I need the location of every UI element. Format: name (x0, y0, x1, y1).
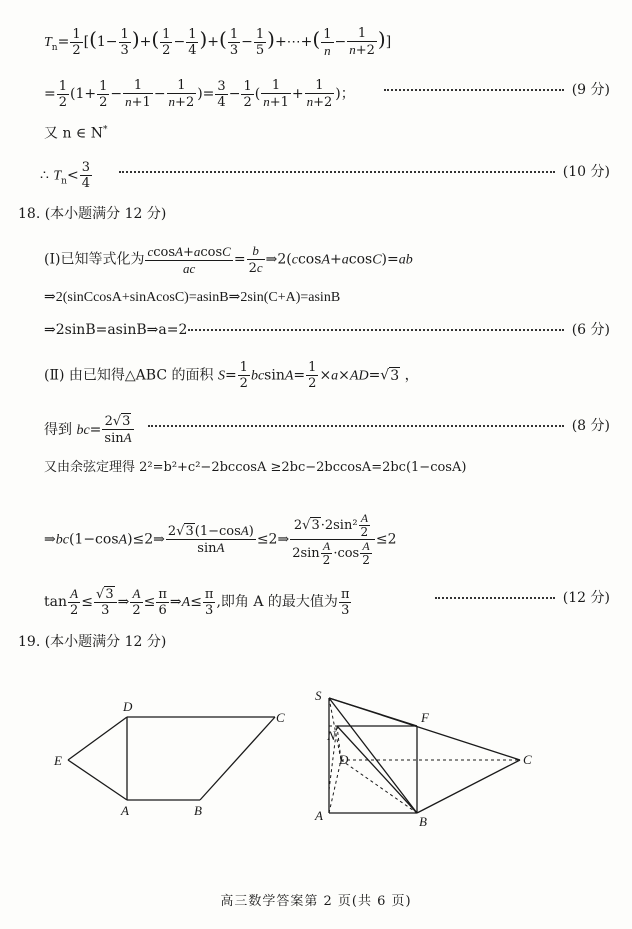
dash-ad (329, 760, 341, 813)
dash-db (341, 760, 417, 813)
figure-2-solid (305, 680, 550, 830)
edge-nb (337, 726, 417, 813)
points-12: (12 分) (429, 588, 610, 608)
max-text: ,即角 A 的最大值为 (216, 594, 338, 610)
t-subscript: n (51, 42, 58, 53)
edge-ea (68, 760, 127, 800)
points-10: (10 分) (113, 162, 610, 182)
edge-bc (417, 760, 520, 813)
fig2-label-a: A (315, 808, 323, 823)
points-9: (9 分) (378, 80, 610, 100)
q18-line2: ⇒2(sinCcosA+sinAcosC)=asinB⇒2sin(C+A)=asinB (44, 290, 341, 305)
edge-bc (200, 717, 275, 800)
q18-part1-line1: (Ⅰ)已知等式化为 $\frac{ccosA+acosC}{ac}$ = $\frac{b}{2c}$ ⇒2(ccosA+acosC)=ab (44, 243, 413, 276)
figure-1-plane (50, 695, 300, 825)
q18-get-bc: 得到 bc= $\frac{2√3}{\sin A}$ (44, 414, 132, 446)
q19-heading: 19. (本小题满分 12 分) (18, 634, 167, 650)
fig2-label-s: S (315, 688, 322, 703)
fig2-label-f: F (421, 710, 429, 725)
q17-n-domain (44, 120, 107, 144)
part1-label: (Ⅰ)已知等式化为 (44, 251, 145, 268)
n-domain-sup: * (102, 125, 108, 135)
page-footer: 高三数学答案第 2 页(共 6 页) (220, 894, 412, 909)
q18-tan-line: tan $\frac{A}{2}$ ≤ $\frac{√3}{3}$ ⇒ $\frac{A}{2}$ ≤ $\frac{\pi}{6}$ ⇒A≤ $\frac{\pi}{3}$ ,即角 A 的最大值为 $\frac{\pi}{3}$ (44, 586, 350, 618)
q18-inequality: ⇒bc(1−cosA)≤2⇒ $\frac{2√3(1-\cos A)}{\sin A}$ ≤2⇒ 2√3·2sin² $\frac{A}{2}$ 2sin $\frac{A}{2}$ ·cos $\frac{A}{2}$ ≤2 (44, 511, 397, 567)
q18-heading: 18. (本小题满分 12 分) (18, 206, 167, 222)
fig1-label-e: E (54, 753, 62, 768)
fig2-label-d: D (339, 752, 349, 767)
t-symbol: T (44, 35, 52, 50)
fig2-label-c: C (523, 752, 532, 767)
part2-label: (Ⅱ) 由已知得△ABC 的面积 (44, 367, 214, 384)
fig1-label-c: C (276, 710, 285, 725)
q17-result-line: = $\frac{1}{2}$ (1+ $\frac{1}{2}$ − $\frac{1}{n+1}$ − $\frac{1}{n+2}$ )= $\frac{3}{4}$ − $\frac{1}{2}$ ( $\frac{1}{n+1}$ + $\frac{1}{n+2}$ )； (44, 78, 355, 110)
edge-ed (68, 717, 127, 760)
points-6: (6 分) (182, 320, 610, 340)
edge-sc (329, 698, 520, 760)
q17-sum-line: $T_n=$ $\frac{1}{2}$ [(1− $\frac{1}{3}$ )+( $\frac{1}{2}$ − $\frac{1}{4}$ )+( $\frac{1}{3}$ − $\frac{1}{5}$ )+⋯+( $\frac{1}{n}$ − $\frac{1}{n+2}$ )] (44, 26, 392, 58)
points-8: (8 分) (142, 416, 610, 436)
fig1-label-a: A (121, 803, 129, 818)
get-label: 得到 (44, 422, 72, 438)
q17-conclusion: ∴ $T_n<$ $\frac{3}{4}$ (40, 160, 90, 191)
fig1-label-b: B (194, 803, 202, 818)
fig2-label-b: B (419, 814, 427, 829)
q18-part2-line: (Ⅱ) 由已知得△ABC 的面积 S= $\frac{1}{2}$ bcsinA= $\frac{1}{2}$ ×a×AD=√3 ， (44, 360, 419, 391)
fig2-label-n: N (327, 728, 336, 743)
n-domain-text: 又 n ∈ N (44, 125, 103, 142)
fig1-label-d: D (123, 699, 133, 714)
q18-cos-law: 又由余弦定理得 2²=b²+c²−2bccosA ≥2bc−2bccosA=2bc(1−cosA) (44, 460, 467, 475)
q18-line3: ⇒2sinB=asinB⇒a=2 (44, 322, 188, 338)
